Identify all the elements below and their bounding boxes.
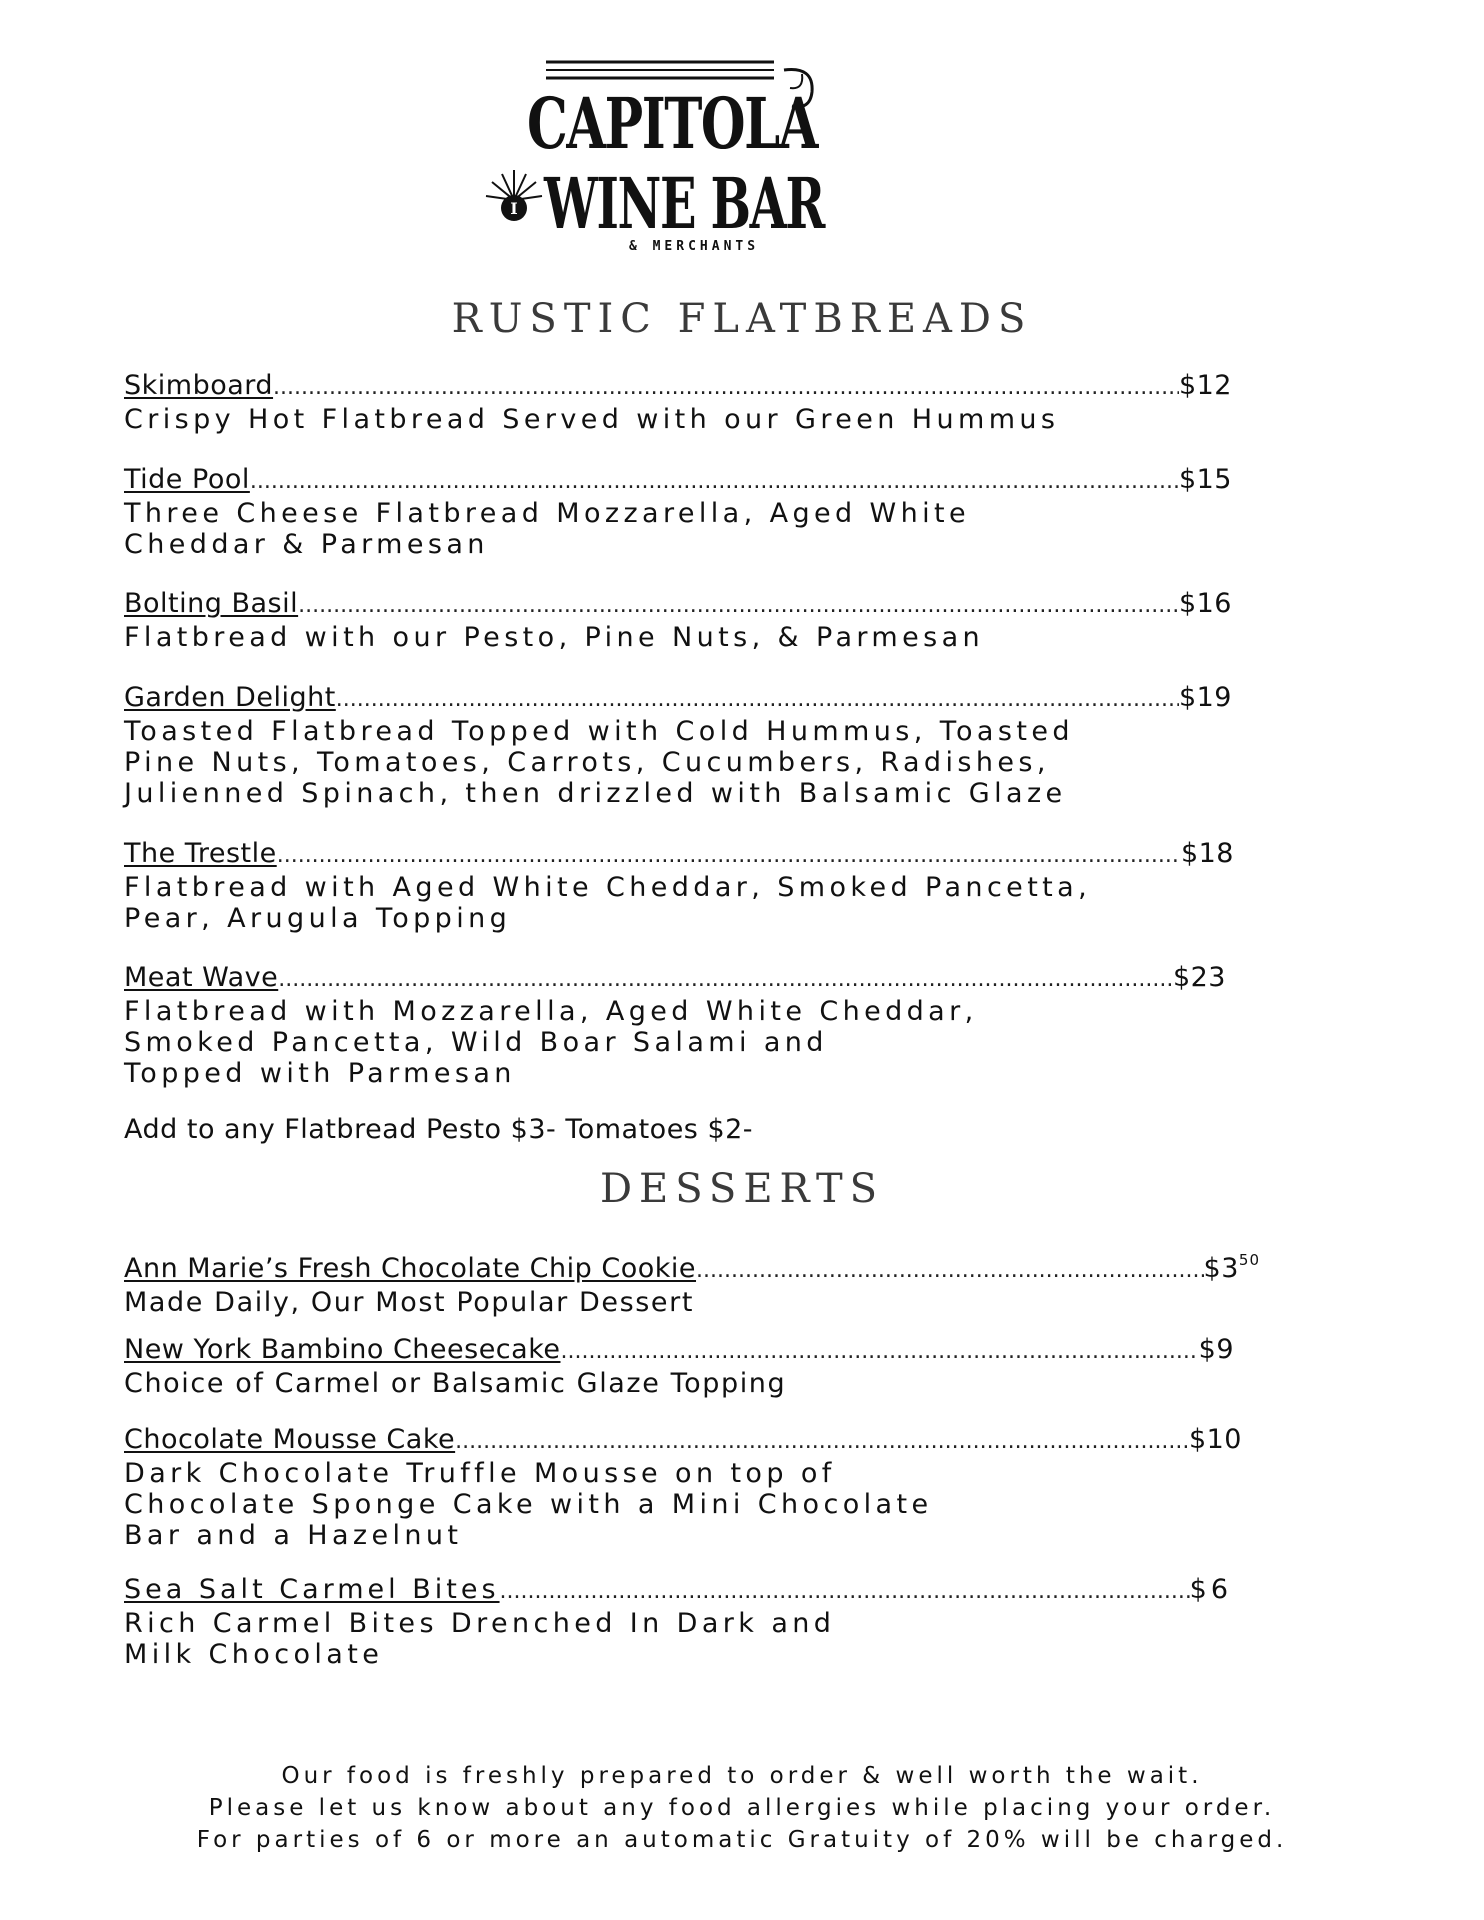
- item-name: Bolting Basil: [124, 588, 299, 619]
- item-description: Flatbread with Aged White Cheddar, Smoked Pancetta, Pear, Arugula Topping: [124, 872, 1092, 934]
- footer-line: Please let us know about any food allergies while placing your order.: [208, 1795, 1276, 1821]
- item-name: New York Bambino Cheesecake: [124, 1334, 561, 1365]
- item-description: Flatbread with our Pesto, Pine Nuts, & Parmesan: [124, 622, 985, 653]
- item-price: $12: [1178, 370, 1232, 401]
- dot-leader: [278, 964, 1173, 996]
- item-price: $19: [1178, 682, 1232, 713]
- dot-leader: [250, 466, 1179, 498]
- menu-item-tide-pool: [124, 464, 1232, 560]
- item-name: Ann Marie’s Fresh Chocolate Chip Cookie: [124, 1253, 697, 1284]
- item-description: Flatbread with Mozzarella, Aged White Cheddar, Smoked Pancetta, Wild Boar Salami and Topped with Parmesan: [124, 996, 978, 1089]
- item-description: Toasted Flatbread Topped with Cold Hummus, Toasted Pine Nuts, Tomatoes, Carrots, Cucumbers, Radishes, Julienned Spinach, then drizzled with Balsamic Glaze: [124, 716, 1074, 809]
- menu-item-sea-salt-carmel-bites: [124, 1574, 1232, 1670]
- section-title-desserts: DESSERTS: [599, 1166, 885, 1212]
- dot-leader: [560, 1336, 1198, 1368]
- dot-leader: [277, 840, 1181, 872]
- capitola-wine-bar-logo: [484, 40, 860, 260]
- footer-line: Our food is freshly prepared to order & well worth the wait.: [281, 1763, 1203, 1789]
- item-price: $18: [1180, 838, 1234, 869]
- logo-name: CAPITOLA: [527, 82, 820, 165]
- item-description: Crispy Hot Flatbread Served with our Green Hummus: [124, 404, 1060, 435]
- footer-line: For parties of 6 or more an automatic Gratuity of 20% will be charged.: [196, 1827, 1288, 1853]
- item-name: Meat Wave: [124, 962, 279, 993]
- dot-leader: [273, 372, 1179, 404]
- item-description: Choice of Carmel or Balsamic Glaze Topping: [124, 1368, 787, 1399]
- menu-item-chocolate-mousse-cake: [124, 1424, 1242, 1551]
- flatbread-addons-note: Add to any Flatbread Pesto $3- Tomatoes $2-: [124, 1114, 754, 1145]
- svg-text:I: I: [510, 199, 518, 218]
- item-price: $15: [1178, 464, 1232, 495]
- menu-item-garden-delight: [124, 682, 1232, 809]
- item-price: $16: [1178, 588, 1232, 619]
- section-title-flatbreads: RUSTIC FLATBREADS: [451, 296, 1033, 342]
- dot-leader: [500, 1576, 1190, 1608]
- footer-notes: [0, 1760, 1484, 1856]
- item-price: $10: [1188, 1424, 1242, 1455]
- item-name: Chocolate Mousse Cake: [124, 1424, 456, 1455]
- dot-leader: [336, 684, 1179, 716]
- item-name: The Trestle: [124, 838, 277, 869]
- item-name: Garden Delight: [124, 682, 336, 713]
- dot-leader: [298, 590, 1179, 622]
- item-name: Sea Salt Carmel Bites: [124, 1574, 500, 1605]
- item-name: Skimboard: [124, 370, 274, 401]
- price-cents: 50: [1238, 1251, 1260, 1269]
- menu-item-chocolate-chip-cookie: [124, 1244, 1260, 1318]
- dot-leader: [696, 1255, 1204, 1287]
- item-description: Made Daily, Our Most Popular Dessert: [124, 1287, 695, 1318]
- item-price: $6: [1189, 1574, 1232, 1605]
- logo-subname: WINE BAR: [543, 162, 826, 245]
- menu-item-meat-wave: [124, 962, 1226, 1089]
- item-description: Rich Carmel Bites Drenched In Dark and Milk Chocolate: [124, 1608, 836, 1670]
- item-description: Three Cheese Flatbread Mozzarella, Aged White Cheddar & Parmesan: [124, 498, 971, 560]
- item-price: $9: [1198, 1334, 1234, 1365]
- menu-item-bolting-basil: [124, 588, 1232, 653]
- item-price: $23: [1172, 962, 1226, 993]
- menu-item-the-trestle: [124, 838, 1234, 934]
- logo-tagline: & MERCHANTS: [628, 239, 760, 254]
- menu-item-cheesecake: [124, 1334, 1234, 1399]
- item-description: Dark Chocolate Truffle Mousse on top of Chocolate Sponge Cake with a Mini Chocolate Bar and a Hazelnut: [124, 1458, 933, 1551]
- dot-leader: [455, 1426, 1189, 1458]
- item-price: $\$3^{50}$: [1203, 1251, 1260, 1284]
- item-name: Tide Pool: [124, 464, 250, 495]
- menu-item-skimboard: [124, 370, 1232, 435]
